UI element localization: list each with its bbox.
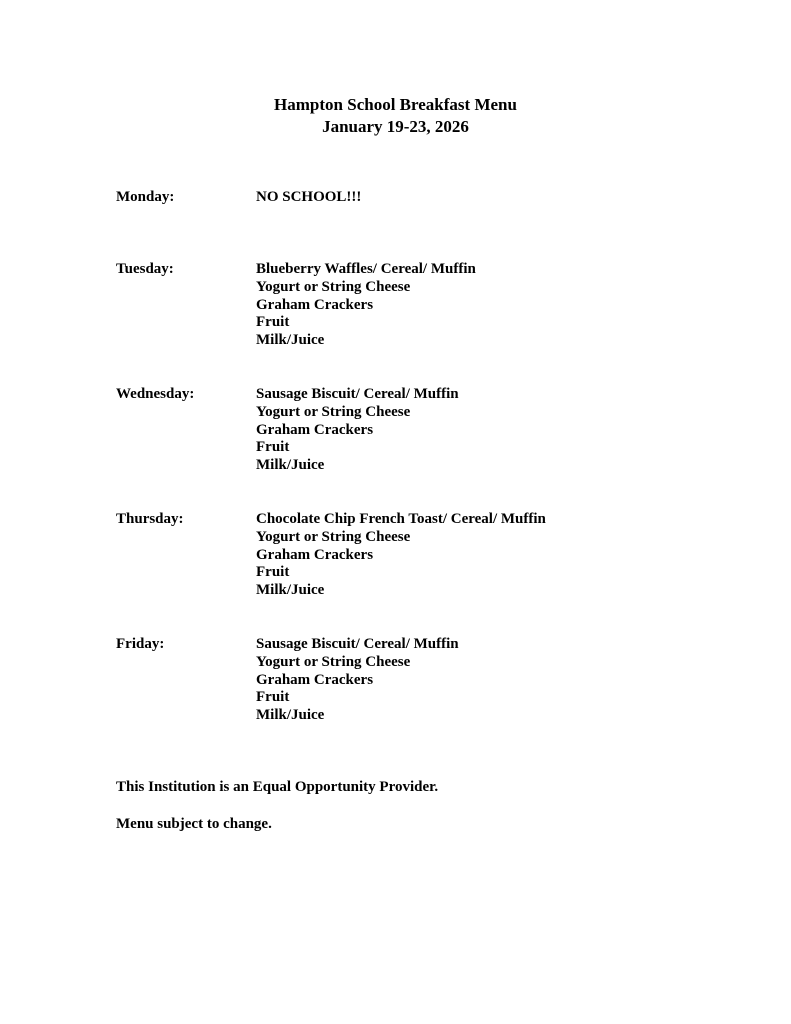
menu-item: Sausage Biscuit/ Cereal/ Muffin	[256, 386, 459, 402]
menu-item: Graham Crackers	[256, 671, 374, 688]
menu-header	[0, 94, 791, 138]
day-items	[256, 636, 776, 725]
menu-item: Sausage Biscuit/ Cereal/ Muffin	[256, 636, 459, 652]
day-label: Tuesday:	[116, 261, 174, 277]
menu-item: Yogurt or String Cheese	[256, 653, 411, 670]
menu-date-range: January 19-23, 2026	[322, 117, 469, 136]
menu-item: Blueberry Waffles/ Cereal/ Muffin	[256, 261, 476, 277]
day-items	[256, 261, 776, 350]
menu-item: Milk/Juice	[256, 707, 325, 724]
menu-item: Fruit	[256, 314, 290, 331]
day-label: Friday:	[116, 636, 165, 652]
menu-item: Milk/Juice	[256, 582, 325, 599]
menu-item: Yogurt or String Cheese	[256, 528, 411, 545]
day-label: Monday:	[116, 189, 175, 205]
menu-item: Graham Crackers	[256, 421, 374, 438]
equal-opportunity-statement: This Institution is an Equal Opportunity Provider.	[116, 779, 439, 795]
menu-item: Milk/Juice	[256, 332, 325, 349]
menu-item: Yogurt or String Cheese	[256, 403, 411, 420]
day-items	[256, 511, 776, 600]
menu-disclaimer: Menu subject to change.	[116, 816, 272, 832]
menu-item: Milk/Juice	[256, 457, 325, 474]
menu-item: Graham Crackers	[256, 296, 374, 313]
menu-item: Fruit	[256, 689, 290, 706]
menu-item: Chocolate Chip French Toast/ Cereal/ Muffin	[256, 511, 546, 527]
day-items	[256, 386, 776, 475]
menu-item: Graham Crackers	[256, 546, 374, 563]
day-items	[256, 189, 776, 207]
menu-item: NO SCHOOL!!!	[256, 189, 362, 205]
day-label: Wednesday:	[116, 386, 195, 402]
menu-item: Fruit	[256, 439, 290, 456]
day-label: Thursday:	[116, 511, 184, 527]
menu-item: Yogurt or String Cheese	[256, 278, 411, 295]
menu-title: Hampton School Breakfast Menu	[274, 95, 517, 114]
menu-item: Fruit	[256, 564, 290, 581]
